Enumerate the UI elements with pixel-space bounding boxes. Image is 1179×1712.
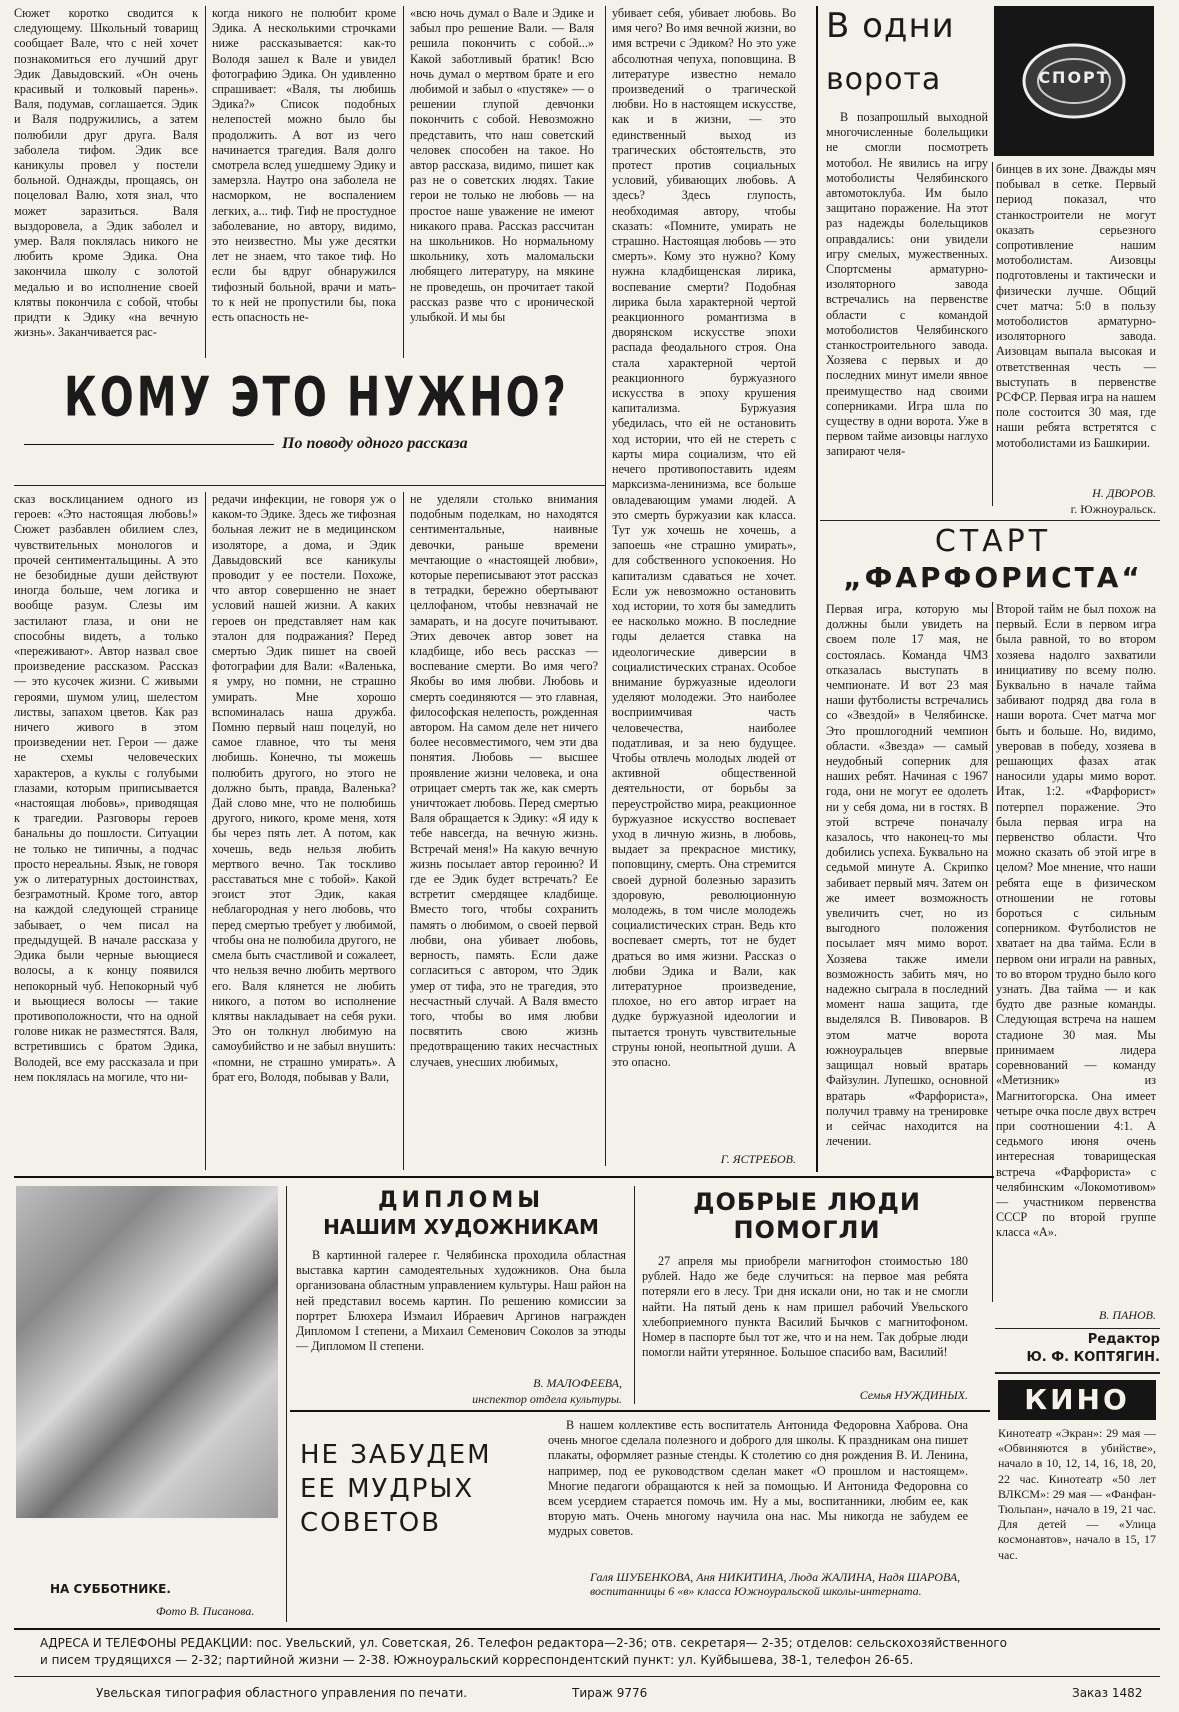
section-rule <box>995 1372 1160 1374</box>
wise-advice-title-line-3: СОВЕТОВ <box>300 1508 442 1538</box>
diplomas-title-line-1: ДИПЛОМЫ <box>377 1188 545 1213</box>
photo-credit: Фото В. Писанова. <box>156 1604 255 1618</box>
section-rule <box>290 1410 990 1412</box>
sport-emblem-icon <box>994 6 1154 156</box>
main-article-headline-block <box>14 364 599 482</box>
editor-label: Редактор <box>1087 1332 1160 1347</box>
footer-top-rule <box>14 1628 1160 1630</box>
sport-article-place: г. Южноуральск. <box>1070 502 1156 516</box>
farforist-col-2: Второй тайм не был похож на первый. Если в первом игра была равной, то во втором хозяева надолго захватили инициативу по всему полю. Буквально в начале тайма забивают подряд два гола в наши ворота. Счет матча мог быть и больше. Но, видимо, уверовав в победу, хозяева в решающих фазах атак наносили удары мимо ворот. Итак, 1:2. «Фарфорист» потерпел поражение. Это была первая игра на первенство области. Что можно сказать об этой игре в целом? Мое мнение, что наши ребята еще в физическом отношении не готовы бороться с сильным соперником. Футболистов не хватает на два тайма. Если в первом они играли на равных, то во втором трудно было кого узнать. Два тайма — и как будто две разные команды. Следующая встреча на нашем стадионе 30 мая. Мы принимаем лидера соревнований — команду «Метизник» из Магнитогорска. Она имеет четыре очка после двух встреч при соотношении 4:1. А седьмого июня очень интересная товарищеская встреча «Фарфориста» с челябинским «Локомотивом» — участником первенства СССР по второй группе класса «А». <box>996 602 1156 1240</box>
cinema-schedule: Кинотеатр «Экран»: 29 мая — «Обвиняются в убийстве», начало в 10, 12, 14, 16, 18, 20, 22 час. Кинотеатр «50 лет ВЛКСМ»: 29 мая — «Фанфан-Тюльпан», начало в 19, 21 час. Для детей — «Улица космонавтов», начало в 15, 17 час. <box>998 1426 1156 1562</box>
cinema-title-box <box>998 1380 1156 1420</box>
sport-emblem-text: СПОРТ <box>1038 68 1110 87</box>
section-divider <box>816 6 818 1172</box>
diplomas-position: инспектор отдела культуры. <box>472 1392 622 1406</box>
wise-advice-title-line-2: ЕЕ МУДРЫХ <box>300 1474 475 1504</box>
main-article-title: КОМУ ЭТО НУЖНО? <box>64 366 569 429</box>
main-article-col-4: убивает себя, убивает любовь. Во имя чего? Во имя вечной жизни, во имя встречи с Эдиком? Но это уже абсолютная чепуха, поповщина. В литературе известно немало произведений о трагической любви. Но в настоящем искусстве, как и в жизни, — это единственный выход из трагических обстоятельств, это протест против социальных условий, убивающих любовь. А здесь? Здесь глупость, необходимая автору, чтобы сказать: «Помните, умирать не страшно. Настоящая любовь — это смерть». Кому это нужно? Кому нужна кладбищенская лирика, воспевание смерти? Подобная лирика была характерной чертой реакционного романтизма в дворянском искусстве эпохи распада феодального строя. Она стала характерной чертой реакционного буржуазного искусства в эпоху крушения капитализма. Буржуазия убедилась, что ей не остановить ход истории, что ей не стереть с карты мира социализм, что ей нечего противопоставить идеям марксизма-ленинизма, все больше овладевающим умами людей. А это смерть буржуазии как класса. Тут уж хочешь не хочешь, а запоешь «не страшно умирать», для собственного успокоения. Но капитализм сдаваться не хочет. Если уж невозможно остановить ход истории, то хотя бы замедлить ее насколько можно. В последние годы делается ставка на идеологические диверсии в социалистических странах. Особое внимание буржуазные идеологи уделяют молодежи. Это наиболее восприимчивая часть человечества, наиболее податливая, и за нею будущее. Чтобы отвлечь молодых людей от активной общественной деятельности, от борьбы за переустройство мира, реакционное буржуазное искусство воспевает уход в личную жизнь, в любовь, выдает за прекрасное мистику, поповщину, смерть. Она стремится своей дурной болезнью заразить здоровую, революционную молодежь, в том числе молодежь социалистических стран. Ведь кто воспевает смерть, тот не будет драться во имя жизни. Рассказ о любви Эдика и Вали, как литературное произведение, плохое, но его автор играет на дудке буржуазной идеологии и пытается тронуть чувствительные струны юной, неопытной души. А это опасно. <box>612 6 796 1070</box>
sport-article-signature: Н. ДВОРОВ. <box>1092 486 1156 500</box>
farforist-title-line-1: СТАРТ <box>934 524 1052 559</box>
wise-advice-body: В нашем коллективе есть воспитатель Антонида Федоровна Хаброва. Она очень многое сделала полезного и доброго для школы. К праздникам она пишет плакаты, оформляет разные стенды. К столетию со дня рождения В. И. Ленина, например, под ее руководством сделан макет «О прошлом и настоящем». Многие педагоги обращаются к ней за помощью. И Антонида Федоровна со всем усердием старается помочь им. Ну а мы, воспитанники, любим ее, как вторую мать. Очень многому научила она нас. Мы никогда не забудем ее мудрых советов. <box>548 1418 968 1539</box>
sport-title-line-1: В одни <box>826 6 955 46</box>
sport-title <box>826 6 986 100</box>
main-article-top-col-1: Сюжет коротко сводится к следующему. Школьный товарищ сообщает Вале, что с ней хочет познакомиться его лучший друг Эдик Давыдовский. «Он очень красивый и толковый парень». Валя, подумав, соглашается. Эдик и Валя подружились, а затем полюбили друг друга. Валя заболела тифом. Эдик все каникулы провел у постели больной. Однажды, прощаясь, он поцеловал Валю, хотя знал, что может заразиться. Валя выздоровела, а Эдик заболел и умер. Валя поклялась никого не любить кроме Эдика. Она закончила школу с золотой медалью и во исполнение своей клятвы покончила с собой, чтобы придти к Эдику «на вечную жизнь». Заканчивается рас- <box>14 6 198 340</box>
wise-advice-title <box>300 1438 540 1540</box>
diplomas-signature: В. МАЛОФЕЕВА, <box>533 1376 622 1390</box>
column-divider <box>403 6 404 358</box>
footer-order: Заказ 1482 <box>1072 1686 1143 1700</box>
cinema-title: КИНО <box>1024 1383 1130 1416</box>
column-divider <box>992 162 993 506</box>
headline-bottom-rule <box>14 485 605 486</box>
main-article-top-col-2: когда никого не полюбит кроме Эдика. А несколькими строчками ниже рассказывается: как-то Володя зашел к Вале и увидел фотографию Эдика. Он удивленно спрашивает: «Валя, ты любишь Эдика?» Список подобных нелепостей можно было бы продолжить. А вот из чего начинается трагедия. Валя долго смотрела вслед ушедшему Эдику и замерзла. Наутро она заболела не насморком, не воспалением легких, а... тиф. Тиф не простудное заболевание, но автору, видимо, это неизвестно. Мы уже десятки лет не знаем, что такое тиф. Но если бы вдруг обнаружился тифозный больной, врачи и мать-то к ней не пропустили бы, пока есть опасность не- <box>212 6 396 325</box>
footer-rule <box>14 1676 1160 1677</box>
farforist-signature: В. ПАНОВ. <box>1099 1308 1156 1322</box>
column-divider <box>286 1186 287 1622</box>
main-article-bottom-col-1: сказ восклицанием одного из героев: «Это настоящая любовь!» Сюжет разбавлен обилием слез, чувствительных монологов и прочей сентиментальщины. А это не безобидные души действуют иногда больше, чем логика и вообще разум. Слезы им застилают глаза, и они не способны видеть, а только «переживают». Автор назвал свое произведение рассказом. Рассказ — это кусочек жизни. С живыми героями, шумом улиц, шелестом листвы, запахом цветов. Как раз ничего живого в этом произведении нет. Герои — даже не схемы человеческих характеров, а куклы с голубыми глазами, которым приписывается «настоящая любовь», приводящая к трагедии. Разговоры героев банальны до пошлости. Ситуации не только не типичны, а подчас просто нереальны. Язык, не говоря уж о литературных достоинствах, безграмотный. Кроме того, автор на каждой следующей странице забывает, о чем писал на предыдущей. В начале рассказа у Эдика были черные вьющиеся волосы, а к концу появился непокорный чуб. Непокорный чуб и вьющиеся волосы — такие противоположности, что на одной голове никак не разместятся. Валя, встретившись с братом Эдика, Володей, все ему рассказала и при нем поклялась на могиле, что ни- <box>14 492 198 1084</box>
sport-title-line-2: ворота <box>826 62 942 97</box>
column-divider <box>205 6 206 358</box>
good-people-signature: Семья НУЖДИНЫХ. <box>859 1388 968 1402</box>
main-article-top-col-3: «всю ночь думал о Вале и Эдике и забыл про решение Вали. — Валя решила покончить с собой...» Какой заботливый братик! Всю ночь думал о мертвом брате и его любимой и забыл о «пустяке» — о решении глупой девчонки покончить с собой. Невозможно представить, что наш советский человек способен на такое. Но автор рассказа, видимо, пишет как раз не о советских людях. Такие герои не только не любовь — на простое наше уважение не имеют никакого права. Рассказ рассчитан на школьников. Но нормальному школьнику, хоть маломальски любящего литературу, на мякине не проведешь, он прочитает такой рассказ разве что с иронической улыбкой. И мы бы <box>410 6 594 325</box>
footer-address-line-1: АДРЕСА И ТЕЛЕФОНЫ РЕДАКЦИИ: пос. Увельский, ул. Советская, 26. Телефон редактора—2-36; отв. секретаря— 2-35; отделов: сельскохозяйственного <box>40 1636 1007 1650</box>
main-article-subtitle: По поводу одного рассказа <box>282 435 468 452</box>
good-people-title-line-1: ДОБРЫЕ ЛЮДИ <box>693 1188 921 1216</box>
wise-advice-title-line-1: НЕ ЗАБУДЕМ <box>300 1440 492 1470</box>
sport-article-col-1: В позапрошлый выходной многочисленные болельщики не смогли посмотреть мотобол. Не явились на игру мотоболисты Челябинского автомотоклуба. Им было защитано поражение. На этот раз надежды болельщиков оправдались: они увидели игру смелых, мужественных. Спортсмены арматурно-изоляторного завода встречались на первенстве области с командой мотоболистов Челябинского станкостроительного завода. Хозяева с первых и до последних минут имели явное преимущество над своими соперниками. Игра шла по существу в одни ворота. Уже в первом тайме аизовцы наглухо запирают челя- <box>826 110 988 459</box>
main-article-signature: Г. ЯСТРЕБОВ. <box>720 1152 796 1166</box>
section-rule <box>995 1328 1160 1329</box>
column-divider <box>605 6 606 1166</box>
good-people-body: 27 апреля мы приобрели магнитофон стоимостью 180 рублей. Надо же беде случиться: на первое мая ребята потеряли его в лесу. Три дня искали они, но так и не смогли найти. На пятый день к нам пришел рабочий Увельского хлебоприемного пункта Василий Бычков с магнитофоном. Номер в паспорте был тот же, что и на нем. Так добрые люди помогли найти утерянное. Большое спасибо вам, Василий! <box>642 1254 968 1360</box>
subbotnik-photo <box>16 1186 278 1518</box>
farforist-title <box>826 524 1160 596</box>
column-divider <box>992 602 993 1302</box>
editor-name: Ю. Ф. КОПТЯГИН. <box>1026 1350 1160 1365</box>
section-rule <box>820 520 1160 521</box>
diplomas-body: В картинной галерее г. Челябинска проходила областная выставка картин самодеятельных художников. Она была организована областным управлением культуры. Наш район на ней представил восемь картин. По решению комиссии за портрет Блюхера Измаил Ибраевич Аргинов награжден Дипломом I степени, а Михаил Семенович Соколов за этюды — Дипломом II степени. <box>296 1248 626 1354</box>
farforist-title-line-2: „ФАРФОРИСТА“ <box>843 561 1143 594</box>
bottom-row-rule <box>14 1176 994 1178</box>
column-divider <box>205 492 206 1170</box>
footer-circulation: Тираж 9776 <box>572 1686 648 1700</box>
column-divider <box>403 492 404 1170</box>
title-underline <box>24 444 274 445</box>
sport-article-col-2: бинцев в их зоне. Дважды мяч побывал в сетке. Первый период показал, что станкостроители не могут оказать серьезного сопротивление нашим мотоболистам. Аизовцы подготовлены и тактически и физически лучше. Общий счет матча: 5:0 в пользу мотоболистов арматурно-изоляторного завода. Аизовцам выпала высокая и ответственная честь — выступать в первенстве РСФСР. Первая игра на нашем поле состоится 30 мая, где наши ребята встретятся с мотоболистами из Башкирии. <box>996 162 1156 450</box>
photo-caption: НА СУББОТНИКЕ. <box>50 1582 171 1596</box>
column-divider <box>634 1186 635 1404</box>
good-people-title-line-2: ПОМОГЛИ <box>733 1216 881 1244</box>
footer-address-line-2: и писем трудящихся — 2-32; партийной жизни — 2-38. Южноуральский корреспондентский пункт: ул. Куйбышева, 38-1, телефон 26-65. <box>40 1653 914 1667</box>
diplomas-title <box>296 1188 626 1239</box>
diplomas-title-line-2: НАШИМ ХУДОЖНИКАМ <box>323 1215 599 1239</box>
footer-printer: Увельская типография областного управления по печати. <box>96 1686 468 1700</box>
farforist-col-1: Первая игра, которую мы должны были увидеть на своем поле 17 мая, не состоялась. Команда ЧМЗ отказалась выступать в чемпионате. И вот 23 мая наши футболисты встречались со «Звездой» в Челябинске. Это прошлогодний чемпион области. «Звезда» — самый неудобный соперник для наших ребят. Начиная с 1967 года, они не могут ее одолеть ни у себя дома, ни в гостях. В этой встрече поначалу казалось, что наконец-то мы добились успеха. Буквально на седьмой минуте А. Скрипко забивает первый мяч. Затем он же имеет возможность увеличить счет, но из выгодного положения посылает мяч мимо ворот. Хозяева также имели возможность забить мяч, но надежно сыграла в последний момент наша защита, где выделялся В. Пивоваров. В этом матче ворота южноуральцев впервые защищал новый вратарь Файзулин. Лупешко, основной вратарь «Фарфориста», получил травму на тренировке и сейчас находится на лечении. <box>826 602 988 1149</box>
good-people-title <box>642 1188 972 1244</box>
main-article-bottom-col-2: редачи инфекции, не говоря уж о каком-то Эдике. Здесь же тифозная больная лежит не в медицинском изоляторе, а дома, и Эдик Давыдовский все каникулы проводит у ее постели. Похоже, что автор совершенно не знает условий нашей жизни. А каких героев он представляет нам как эталон для подражания? Перед смертью Эдик пишет на своей фотографии для Вали: «Валенька, я умру, но помни, не страшно умирать. Мне хорошо вспоминалась наша дружба. Помню первый наш поцелуй, но самое главное, что ты меня любишь. Конечно, ты можешь полюбить другого, но этого не должно быть, правда, Валенька? Дай слово мне, что не полюбишь другого, никого, кроме меня, хотя бы через пять лет. А потом, как хочешь, ведь нельзя любить мертвого вечно. Так тоскливо расставаться мне с тобой». Какой эгоист этот Эдик, какая неблагородная у него любовь, что перед смертью требует у любимой, чтобы она не полюбила другого, не смела быть счастливой и сожалеет, что нельзя вечно любить мертвого его. Валя клянется не любить никого, а потом во исполнение клятвы накладывает на себя руки. Это он толкнул любимую на самоубийство и не забыл внушить: «помни, не страшно умирать». А брат его, Володя, побывав у Вали, <box>212 492 396 1084</box>
wise-advice-signature: Галя ШУБЕНКОВА, Аня НИКИТИНА, Люда ЖАЛИНА, Надя ШАРОВА, воспитанницы 6 «в» класса Южноуральской школы-интерната. <box>590 1570 961 1598</box>
main-article-bottom-col-3: не уделяли столько внимания подобным поделкам, но находятся сентиментальные, наивные девочки, раньше времени мечтающие о «настоящей любви», которые переписывают этот рассказ в тетрадки, бережно обертывают целлофаном, чтобы невзначай не замарать, и на досуге почитывают. Этих девочек автор зовет на кладбище, ибо весь рассказ — воспевание смерти. Во имя чего? Якобы во имя любви. Любовь и смерть соединяются — это главная, философская нелепость, рожденная автором. На самом деле нет ничего более несовместимого, чем эти два понятия. Любовь — высшее проявление жизни человека, и она отрицает смерть так же, как смерть уничтожает любовь. Перед смертью Валя обращается к Эдику: «Я иду к тебе навсегда, на вечную жизнь. Встречай меня!» На какую вечную жизнь посылает автор героиню? И где ее Эдик будет встречать? Ее встретит смердящее кладбище. Вместо того, чтобы сохранить память о любимом, о своей первой любви, она убивает любовь, верность, память. Если даже согласиться с автором, что Эдик умер от тифа, это не трагедия, это несчастный случай. А Валя вместо того, чтобы во имя любви посвятить свою жизнь предотвращению таких несчастных случаев, унесших любимых, <box>410 492 598 1069</box>
